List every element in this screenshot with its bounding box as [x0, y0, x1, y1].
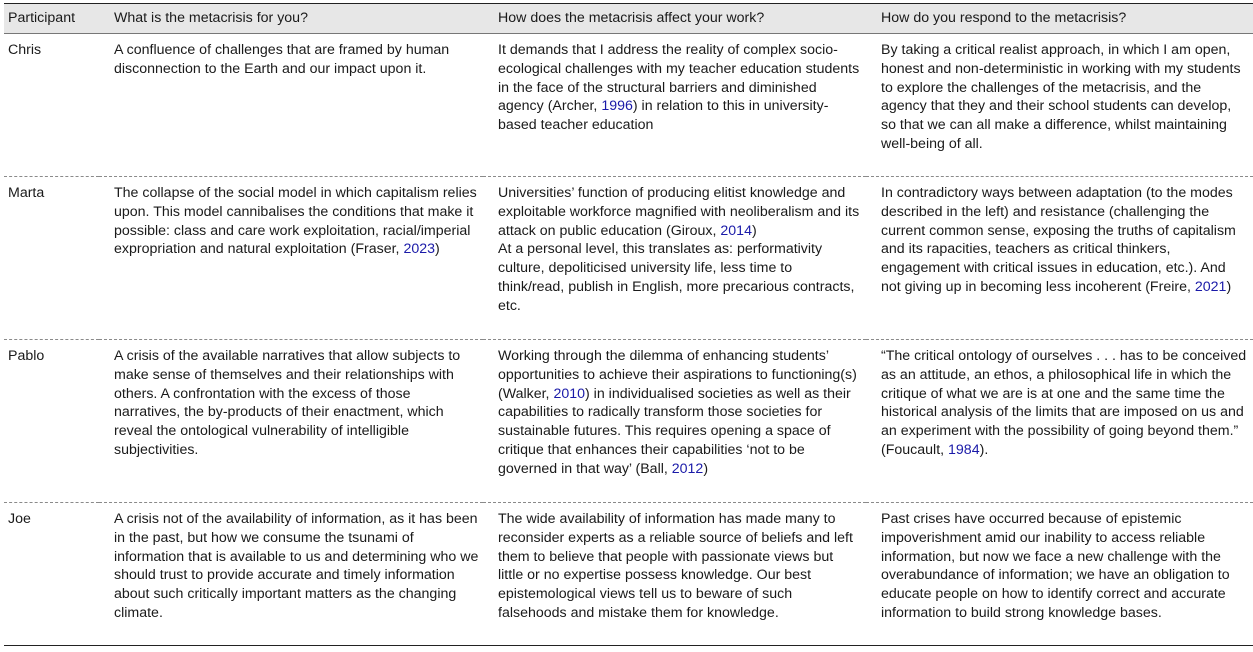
metacrisis-table — [4, 3, 1253, 646]
what-cell: A crisis of the available narratives that allow subjects to make sense of themselves and their relationships with others. A confrontation with the excess of those narratives, the by-products of their enactment, which reveal the ontological vulnerability of intelligible subjectivities. — [114, 348, 461, 458]
what-cell: A crisis not of the availability of information, as it has been in the past, but how we consume the tsunami of information that is available to us and determining who we should trust to provide accurate and timely information about such critically important matters as the changing climate. — [114, 511, 479, 621]
affect-cell: The wide availability of information has made many to reconsider experts as a reliable source of beliefs and left them to believe that people with passionate views but little or no expertise possess knowledge. Our best epistemological views tell us to beware of such falsehoods and mistake them for knowledge. — [498, 511, 853, 621]
citation-link[interactable]: 1996 — [601, 98, 633, 115]
table-row — [4, 177, 1253, 340]
header-affect: How does the metacrisis affect your work? — [498, 10, 765, 26]
participant-name: Joe — [8, 511, 31, 527]
header-what: What is the metacrisis for you? — [114, 10, 308, 26]
affect-cell — [483, 34, 866, 177]
affect-paragraph: Universities’ function of producing elitist knowledge and exploitable workforce magnified with neoliberalism and its attack on public education (Giroux, 2014) — [498, 185, 860, 239]
respond-cell: In contradictory ways between adaptation (to the modes described in the left) and resistance (challenging the current common sense, exposing the truths of capitalism and its rapacities, teachers as critical thinkers, engagement with critical issues in education, etc.). And not giving up in becoming less incoherent (Freire, 2021) — [881, 185, 1236, 295]
table-row — [4, 503, 1253, 646]
affect-paragraph: It demands that I address the reality of complex socio-ecological challenges with my teacher education students in the face of the structural barriers and diminished agency (Archer, 1996) in relation to this in university-based teacher education — [498, 42, 860, 134]
affect-paragraph: At a personal level, this translates as: performativity culture, depoliticised university life, less time to think/read, publish in English, more precarious contracts, etc. — [498, 241, 855, 314]
respond-cell: “The critical ontology of ourselves . . . has to be conceived as an attitude, an ethos, a philosophical life in which the critique of what we are is at one and the same time the historical analysis of the limits that are imposed on us and an experiment with the possibility of going beyond them.” (Foucault, 1984). — [881, 348, 1247, 458]
participant-name: Pablo — [8, 348, 45, 364]
header-row — [4, 4, 1253, 34]
citation-link[interactable]: 2010 — [553, 385, 586, 402]
table-row — [4, 34, 1253, 177]
participant-name: Chris — [8, 42, 42, 58]
citation-link[interactable]: 2021 — [1194, 278, 1227, 295]
participant-name: Marta — [8, 185, 45, 201]
citation-link[interactable]: 1984 — [948, 441, 980, 458]
citation-link[interactable]: 2012 — [671, 460, 704, 477]
citation-link[interactable]: 2023 — [403, 241, 435, 258]
affect-cell: Working through the dilemma of enhancing students’ opportunities to achieve their aspirations to functioning(s) (Walker, 2010) in individualised societies as well as their capabilities to radically transform those societies for sustainable futures. This requires opening a space of critique that enhances their capabilities ‘not to be governed in that way’ (Ball, 2012) — [498, 348, 857, 477]
respond-cell: Past crises have occurred because of epistemic impoverishment amid our inability to access reliable information, but now we face a new challenge with the overabundance of information; we have an obligation to educate people on how to identify correct and accurate information to build strong knowledge bases. — [881, 511, 1230, 621]
respond-cell: By taking a critical realist approach, in which I am open, honest and non-deterministic in working with my students to explore the challenges of the metacrisis, and the agency that they and their school students can develop, so that we can all make a difference, whilst maintaining well-being of all. — [881, 42, 1241, 152]
header-participant: Participant — [8, 10, 76, 26]
header-respond: How do you respond to the metacrisis? — [881, 10, 1127, 26]
citation-link[interactable]: 2014 — [720, 222, 752, 239]
what-cell: A confluence of challenges that are framed by human disconnection to the Earth and our impact upon it. — [114, 42, 450, 77]
what-cell: The collapse of the social model in which capitalism relies upon. This model cannibalises the conditions that make it possible: class and care work exploitation, racial/imperial expropriation and natural exploitation (Fraser, 2023) — [114, 185, 477, 258]
table-row — [4, 340, 1253, 503]
affect-cell — [483, 177, 866, 340]
